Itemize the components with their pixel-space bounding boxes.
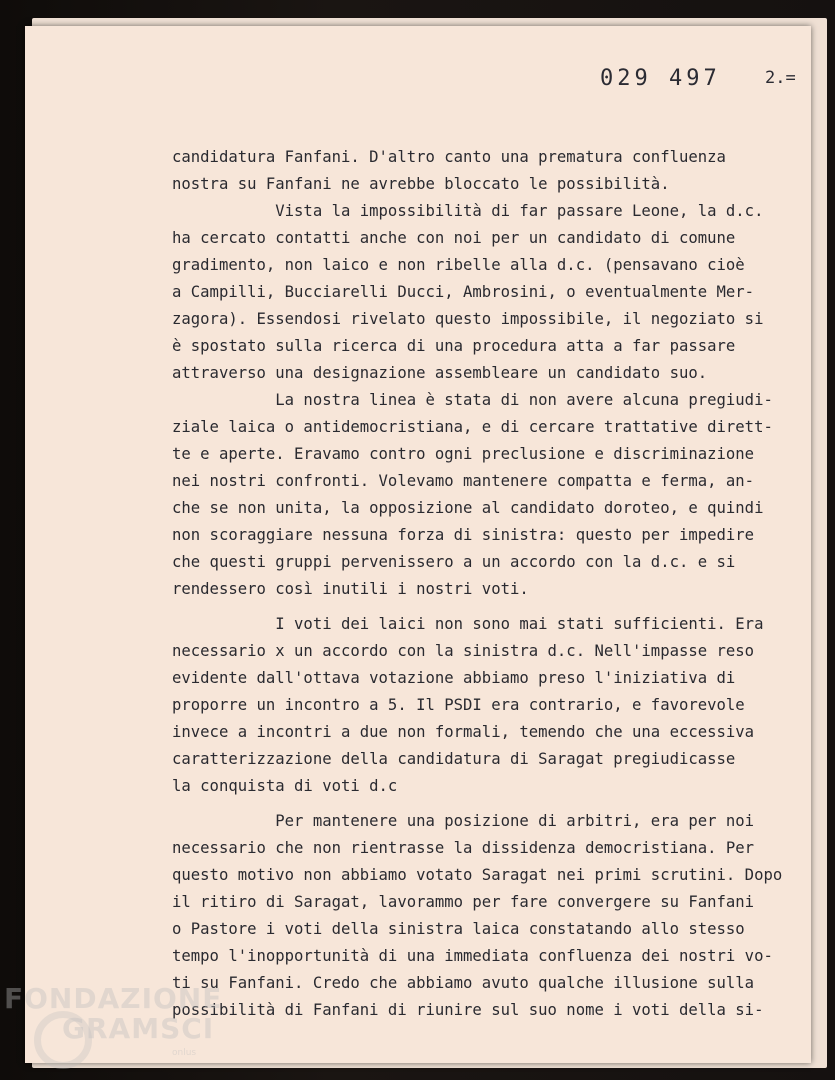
text-line: La nostra linea è stata di non avere alcuna pregiudi-	[172, 391, 773, 409]
text-line: evidente dall'ottava votazione abbiamo preso l'iniziativa di	[172, 669, 736, 687]
text-line: la conquista di voti d.c	[172, 777, 398, 795]
watermark-line-2: GRAMSCI	[62, 1012, 215, 1045]
page-number: 2.=	[765, 68, 796, 88]
text-line: invece a incontri a due non formali, temendo che una eccessiva	[172, 723, 755, 741]
text-line: ti su Fanfani. Credo che abbiamo avuto qualche illusione sulla	[172, 974, 755, 992]
typed-text-body	[172, 144, 812, 1024]
archive-number: 029 497	[600, 66, 721, 91]
text-line: Vista la impossibilità di far passare Leone, la d.c.	[172, 202, 764, 220]
text-line: te e aperte. Eravamo contro ogni preclusione e discriminazione	[172, 445, 755, 463]
text-line: possibilità di Fanfani di riunire sul suo nome i voti della si-	[172, 1001, 764, 1019]
text-line: è spostato sulla ricerca di una procedura atta a far passare	[172, 337, 736, 355]
text-line: necessario x un accordo con la sinistra d.c. Nell'impasse reso	[172, 642, 755, 660]
text-line: proporre un incontro a 5. Il PSDI era contrario, e favorevole	[172, 696, 745, 714]
watermark-line-1: FONDAZIONE	[4, 982, 223, 1015]
text-line: ziale laica o antidemocristiana, e di cercare trattative dirett-	[172, 418, 773, 436]
text-line: necessario che non rientrasse la dissidenza democristiana. Per	[172, 839, 755, 857]
text-line: caratterizzazione della candidatura di Saragat pregiudicasse	[172, 750, 736, 768]
text-line: attraverso una designazione assembleare un candidato suo.	[172, 364, 708, 382]
text-line: il ritiro di Saragat, lavorammo per fare convergere su Fanfani	[172, 893, 755, 911]
text-line: I voti dei laici non sono mai stati sufficienti. Era	[172, 615, 764, 633]
text-line: nei nostri confronti. Volevamo mantenere compatta e ferma, an-	[172, 472, 755, 490]
text-line: zagora). Essendosi rivelato questo impossibile, il negoziato si	[172, 310, 764, 328]
text-line: o Pastore i voti della sinistra laica constatando allo stesso	[172, 920, 745, 938]
text-line: non scoraggiare nessuna forza di sinistra: questo per impedire	[172, 526, 755, 544]
document-page	[25, 26, 811, 1063]
text-line: nostra su Fanfani ne avrebbe bloccato le possibilità.	[172, 175, 670, 193]
text-line: questo motivo non abbiamo votato Saragat nei primi scrutini. Dopo	[172, 866, 783, 884]
text-line: rendessero così inutili i nostri voti.	[172, 580, 529, 598]
text-line: a Campilli, Bucciarelli Ducci, Ambrosini, o eventualmente Mer-	[172, 283, 755, 301]
text-line: candidatura Fanfani. D'altro canto una prematura confluenza	[172, 148, 726, 166]
watermark-line-3: onlus	[172, 1048, 197, 1058]
text-line: tempo l'inopportunità di una immediata confluenza dei nostri vo-	[172, 947, 773, 965]
text-line: Per mantenere una posizione di arbitri, era per noi	[172, 812, 755, 830]
text-line: ha cercato contatti anche con noi per un candidato di comune	[172, 229, 736, 247]
text-line: che se non unita, la opposizione al candidato doroteo, e quindi	[172, 499, 764, 517]
text-line: che questi gruppi pervenissero a un accordo con la d.c. e si	[172, 553, 736, 571]
text-line: gradimento, non laico e non ribelle alla d.c. (pensavano cioè	[172, 256, 745, 274]
